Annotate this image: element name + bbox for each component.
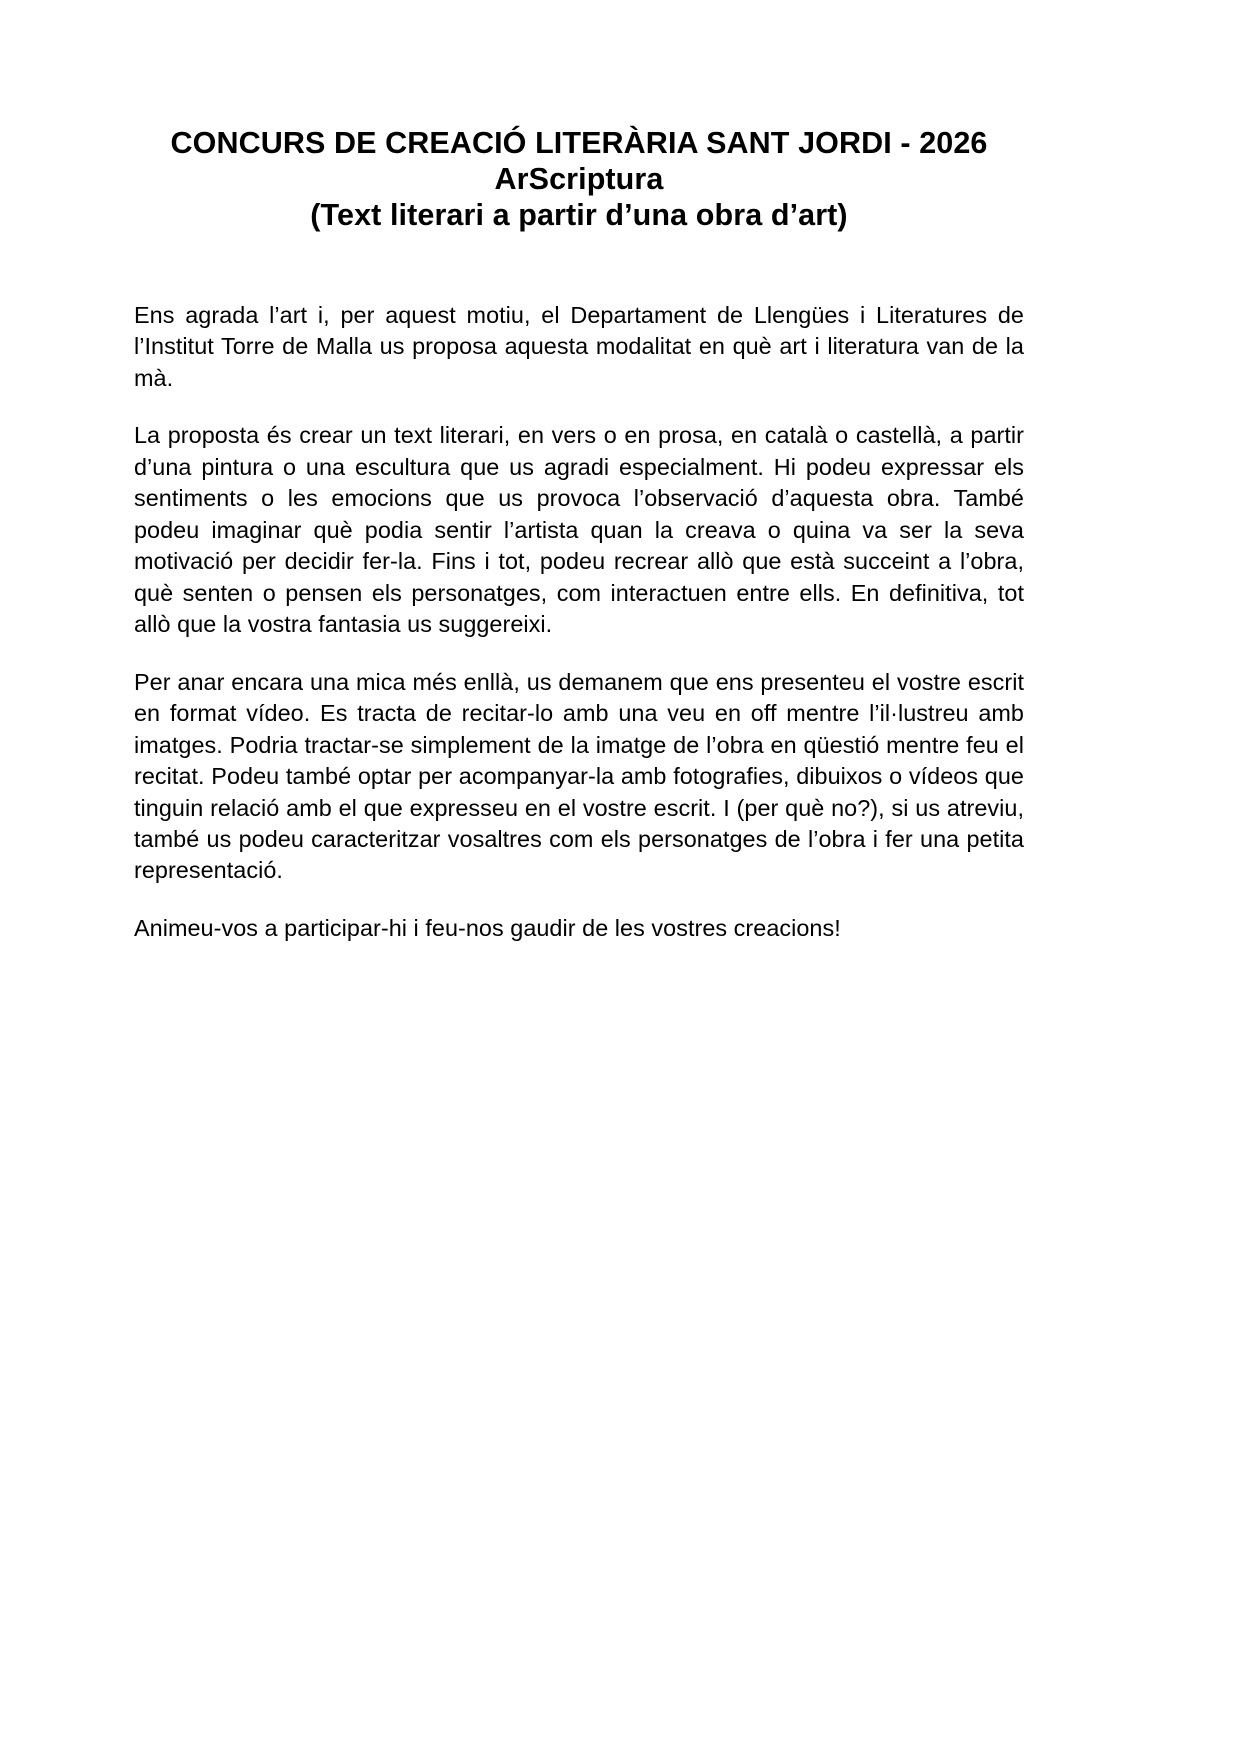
body-paragraph-1: Ens agrada l’art i, per aquest motiu, el Departament de Llengües i Literatures de l’Institut Torre de Malla us proposa aquesta modalitat en què art i literatura van de la mà. (134, 301, 1024, 391)
page-title-line-3: (Text literari a partir d’una obra d’art) (310, 197, 848, 232)
body-paragraph-4: Animeu-vos a participar-hi i feu-nos gaudir de les vostres creacions! (134, 914, 841, 941)
document-title-block (134, 126, 1024, 234)
document-body (134, 300, 1024, 944)
page-title-line-2: ArScriptura (494, 161, 664, 196)
body-paragraph-3: Per anar encara una mica més enllà, us demanem que ens presenteu el vostre escrit en format vídeo. Es tracta de recitar-lo amb una veu en off mentre l’il·lustreu amb imatges. Podria tractar-se simplement de la imatge de l’obra en qüestió mentre feu el recitat. Podeu també optar per acompanyar-la amb fotografies, dibuixos o vídeos que tinguin relació amb el que expresseu en el vostre escrit. I (per què no?), si us atreviu, també us podeu caracteritzar vosaltres com els personatges de l’obra i fer una petita representació. (134, 668, 1024, 884)
page-title-line-1: CONCURS DE CREACIÓ LITERÀRIA SANT JORDI - 2026 (170, 126, 988, 160)
body-paragraph-2: La proposta és crear un text literari, en vers o en prosa, en català o castellà, a partir d’una pintura o una escultura que us agradi especialment. Hi podeu expressar els sentiments o les emocions que us provoca l’observació d’aquesta obra. També podeu imaginar què podia sentir l’artista quan la creava o quina va ser la seva motivació per decidir fer-la. Fins i tot, podeu recrear allò que està succeint a l’obra, què senten o pensen els personatges, com interactuen entre ells. En definitiva, tot allò que la vostra fantasia us suggereixi. (134, 422, 1024, 638)
document-content (134, 0, 1024, 944)
